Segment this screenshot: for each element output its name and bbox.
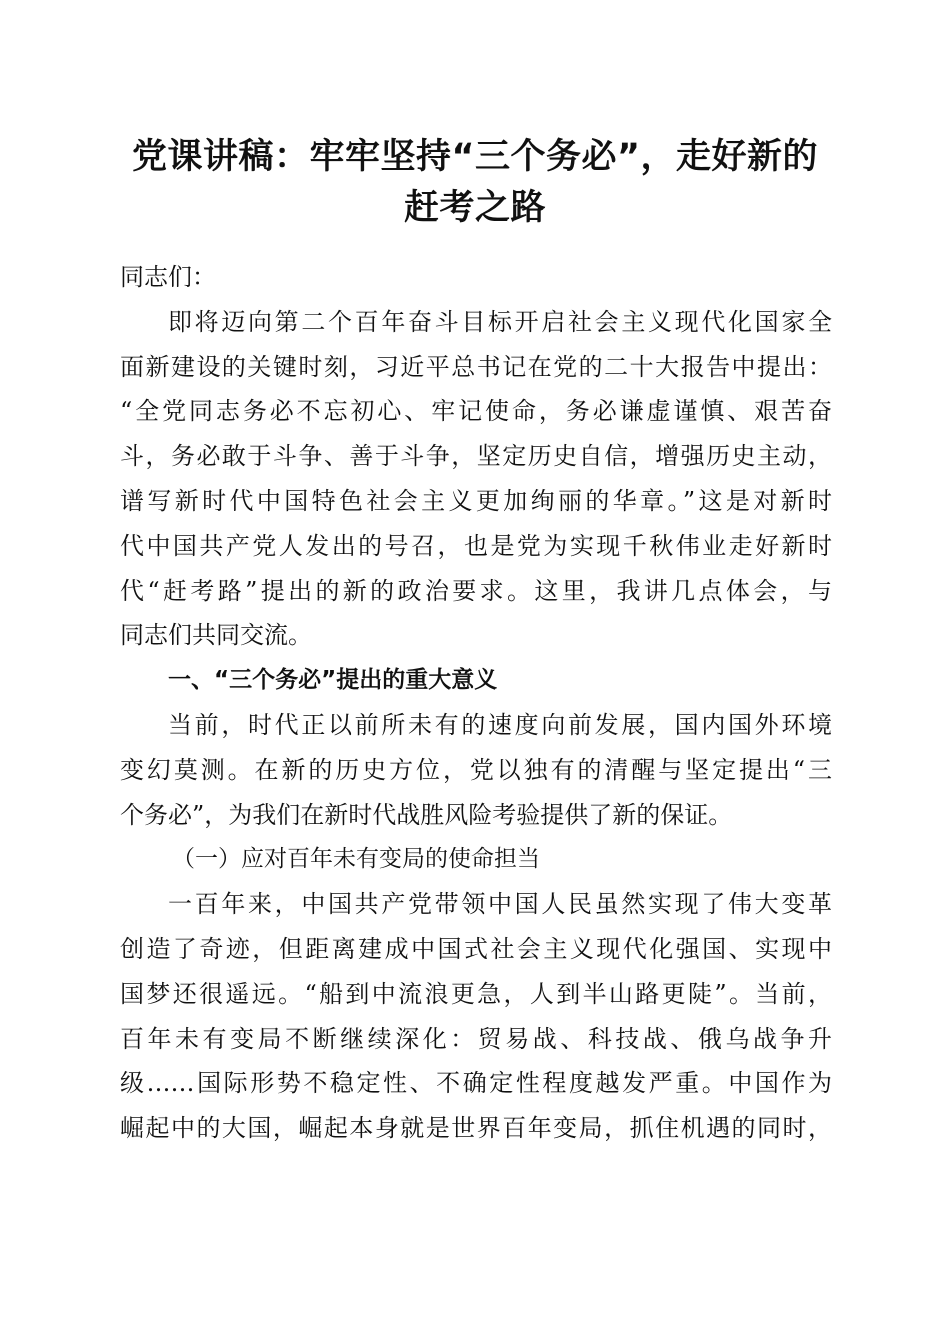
text-line: 即将迈向第二个百年奋斗目标开启社会主义现代化国家全 [168, 307, 832, 336]
paragraph-section1 [120, 703, 832, 837]
document-title [95, 132, 855, 234]
document-body [120, 255, 832, 1151]
text-line: 变幻莫测。在新的历史方位，党以独有的清醒与坚定提出“三 [120, 755, 832, 784]
paragraph-subsection1 [120, 882, 832, 1151]
text-line: 代“赶考路”提出的新的政治要求。这里，我讲几点体会，与 [120, 576, 832, 605]
text-line: 个务必”，为我们在新时代战胜风险考验提供了新的保证。 [120, 800, 733, 829]
text-line: 级……国际形势不稳定性、不确定性程度越发严重。中国作为 [120, 1069, 832, 1098]
text-line: 当前，时代正以前所未有的速度向前发展，国内国外环境 [168, 710, 832, 739]
salutation: 同志们： [120, 263, 216, 291]
text-line: “全党同志务必不忘初心、牢记使命，务必谦虚谨慎、艰苦奋 [120, 397, 832, 426]
section-heading: 一、“三个务必”提出的重大意义 [168, 667, 498, 694]
text-line: 创造了奇迹，但距离建成中国式社会主义现代化强国、实现中 [120, 934, 832, 963]
text-line: 谱写新时代中国特色社会主义更加绚丽的华章。”这是对新时 [120, 486, 832, 515]
text-line: 百年未有变局不断继续深化：贸易战、科技战、俄乌战争升 [120, 1024, 832, 1053]
text-line: 崛起中的大国，崛起本身就是世界百年变局，抓住机遇的同时， [120, 1114, 832, 1143]
text-line: 斗，务必敢于斗争、善于斗争，坚定历史自信，增强历史主动， [120, 442, 832, 471]
text-line: 一百年来，中国共产党带领中国人民虽然实现了伟大变革 [168, 890, 832, 919]
text-line: 同志们共同交流。 [120, 621, 312, 650]
subsection-heading: （一）应对百年未有变局的使命担当 [172, 846, 540, 873]
paragraph-intro [120, 300, 832, 658]
text-line: 面新建设的关键时刻，习近平总书记在党的二十大报告中提出： [120, 352, 832, 381]
text-line: 代中国共产党人发出的号召，也是党为实现千秋伟业走好新时 [120, 531, 832, 560]
title-line: 赶考之路 [403, 188, 546, 228]
text-line: 国梦还很遥远。“船到中流浪更急，人到半山路更陡”。当前， [120, 979, 832, 1008]
title-line: 党课讲稿：牢牢坚持“三个务必”，走好新的 [131, 137, 818, 177]
